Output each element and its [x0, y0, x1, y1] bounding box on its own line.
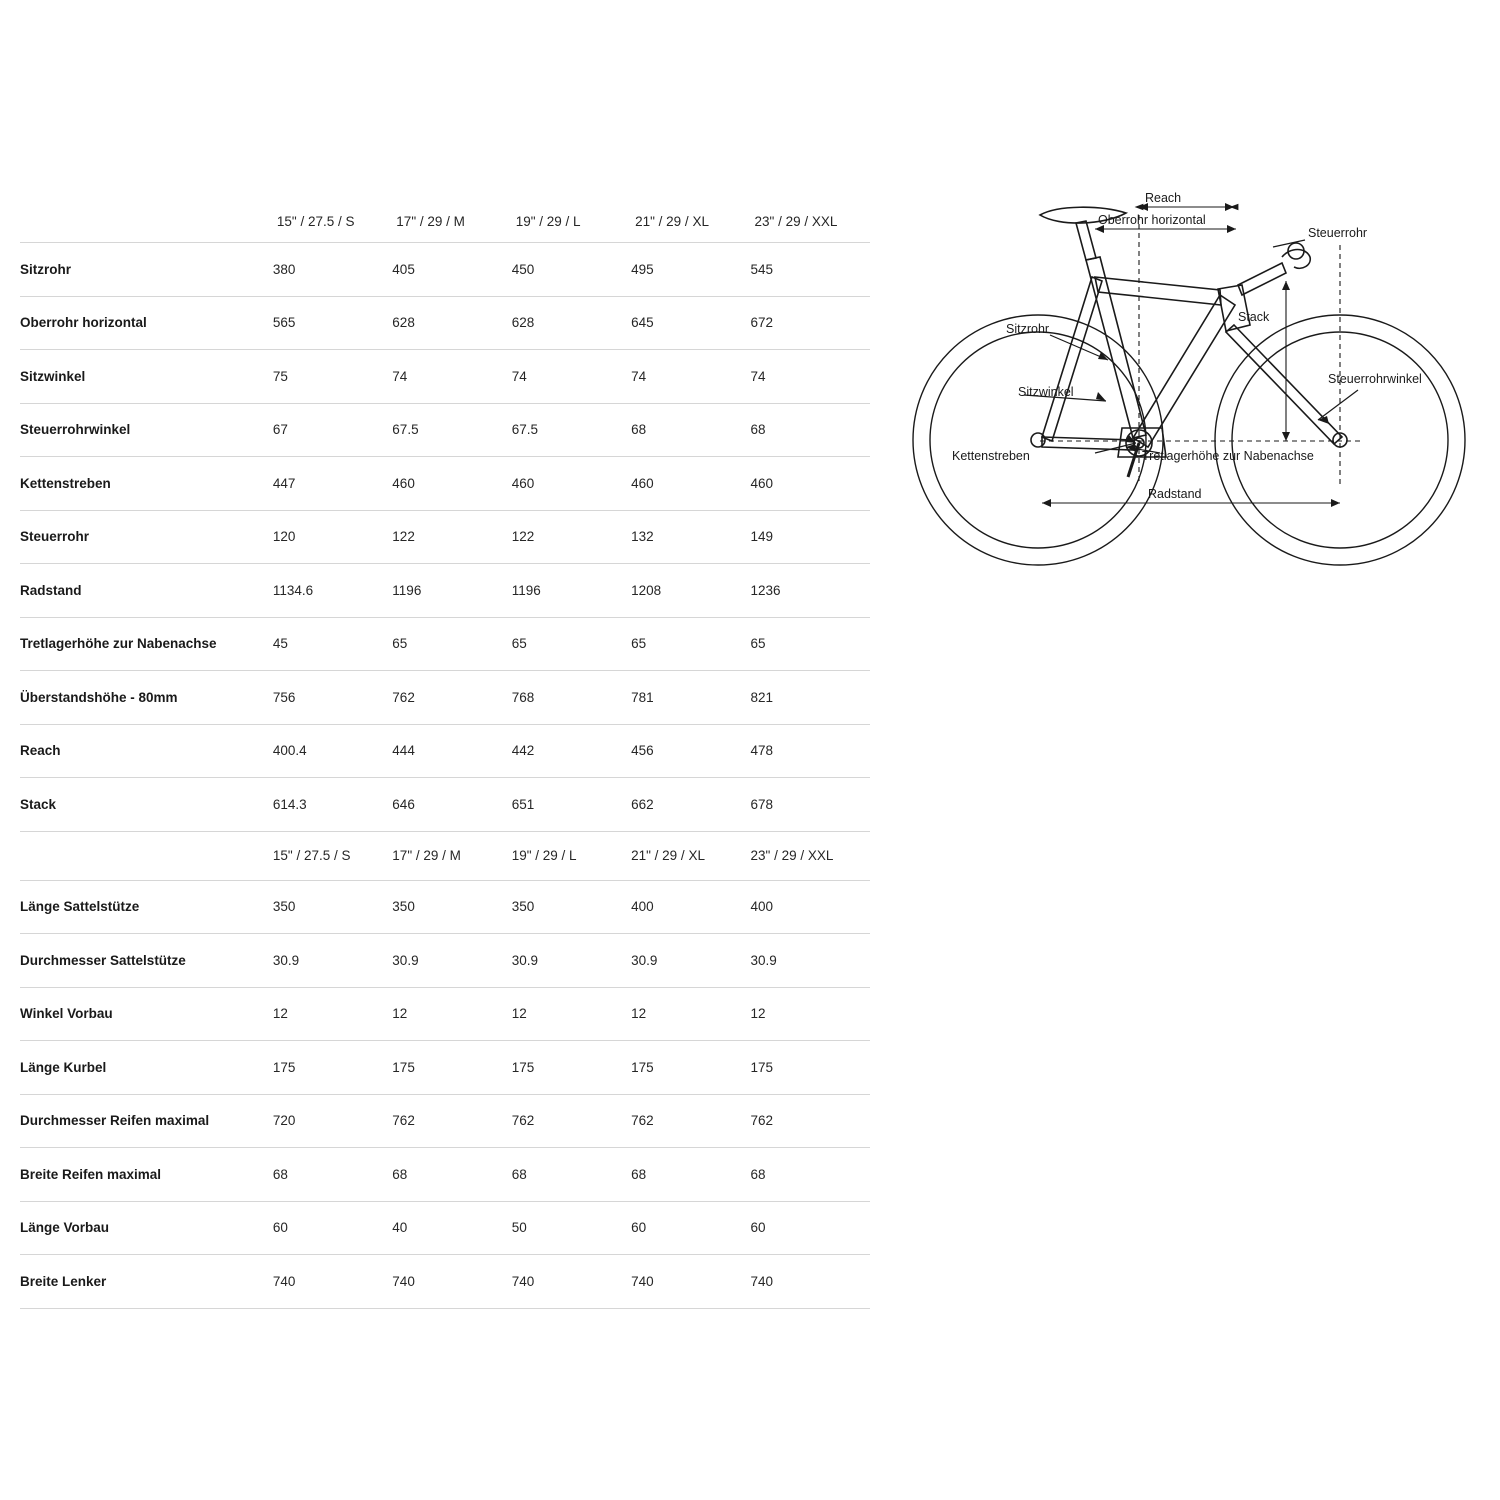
row-label: Winkel Vorbau: [20, 987, 273, 1041]
row-value: 628: [392, 296, 511, 350]
row-value: 400: [631, 880, 750, 934]
row-value: 12: [512, 987, 631, 1041]
row-value: 651: [512, 778, 631, 832]
row-value: 1236: [751, 564, 870, 618]
row-value: 614.3: [273, 778, 392, 832]
row-value: 450: [512, 243, 631, 297]
row-label: Überstandshöhe - 80mm: [20, 671, 273, 725]
row-value: 30.9: [392, 934, 511, 988]
label-reach: Reach: [1145, 191, 1182, 205]
table-row: [20, 617, 870, 671]
row-value: 175: [392, 1041, 511, 1095]
row-value: 678: [751, 778, 870, 832]
front-tire: [1215, 315, 1465, 565]
table-row: [20, 880, 870, 934]
row-label: Durchmesser Reifen maximal: [20, 1094, 273, 1148]
row-value: 1134.6: [273, 564, 392, 618]
header-size-3: 19" / 29 / L: [515, 213, 581, 229]
row-value: 478: [751, 724, 870, 778]
diagram-labels: [952, 191, 1422, 501]
row-label: Länge Sattelstütze: [20, 880, 273, 934]
row-value: 68: [631, 403, 750, 457]
row-value: 350: [512, 880, 631, 934]
table-row: [20, 724, 870, 778]
row-value: 12: [631, 987, 750, 1041]
label-radstand: Radstand: [1148, 487, 1202, 501]
row-value: 68: [273, 1148, 392, 1202]
header-size-3-b: 19" / 29 / L: [512, 831, 631, 880]
header-size-1-b: 15" / 27.5 / S: [273, 831, 392, 880]
label-steuerrohr: Steuerrohr: [1308, 226, 1368, 240]
leader-lines: [1024, 240, 1358, 453]
table-row: [20, 671, 870, 725]
row-label: Radstand: [20, 564, 273, 618]
row-value: 120: [273, 510, 392, 564]
table-row: [20, 1201, 870, 1255]
row-value: 380: [273, 243, 392, 297]
table-row: [20, 1255, 870, 1309]
geometry-table-container: [20, 200, 870, 1309]
row-value: 400: [751, 880, 870, 934]
row-value: 628: [512, 296, 631, 350]
header-size-1: 15" / 27.5 / S: [276, 213, 355, 229]
row-value: 740: [273, 1255, 392, 1309]
row-value: 12: [273, 987, 392, 1041]
row-value: 67: [273, 403, 392, 457]
row-value: 645: [631, 296, 750, 350]
row-value: 65: [512, 617, 631, 671]
row-value: 762: [751, 1094, 870, 1148]
row-value: 1196: [512, 564, 631, 618]
row-value: 122: [512, 510, 631, 564]
row-value: 122: [392, 510, 511, 564]
row-value: 762: [631, 1094, 750, 1148]
row-value: 175: [512, 1041, 631, 1095]
row-value: 74: [512, 350, 631, 404]
row-value: 30.9: [751, 934, 870, 988]
label-sitzwinkel: Sitzwinkel: [1018, 385, 1074, 399]
row-value: 821: [751, 671, 870, 725]
row-value: 65: [751, 617, 870, 671]
row-value: 495: [631, 243, 750, 297]
row-value: 350: [392, 880, 511, 934]
row-value: 65: [392, 617, 511, 671]
row-value: 768: [512, 671, 631, 725]
row-value: 68: [751, 403, 870, 457]
geometry-table: [20, 200, 870, 1309]
row-label: Kettenstreben: [20, 457, 273, 511]
row-value: 12: [751, 987, 870, 1041]
row-value: 67.5: [512, 403, 631, 457]
row-value: 68: [631, 1148, 750, 1202]
row-value: 30.9: [512, 934, 631, 988]
row-value: 740: [751, 1255, 870, 1309]
row-value: 405: [392, 243, 511, 297]
row-value: 565: [273, 296, 392, 350]
row-value: 460: [751, 457, 870, 511]
table-row: [20, 243, 870, 297]
row-value: 75: [273, 350, 392, 404]
row-value: 1208: [631, 564, 750, 618]
label-oberrohr-horizontal: Oberrohr horizontal: [1098, 213, 1206, 227]
row-label: Steuerrohr: [20, 510, 273, 564]
row-value: 442: [512, 724, 631, 778]
table-row: [20, 1041, 870, 1095]
frame-outline: [1031, 207, 1347, 477]
row-value: 68: [512, 1148, 631, 1202]
row-value: 67.5: [392, 403, 511, 457]
row-label: Sitzrohr: [20, 243, 273, 297]
row-value: 740: [392, 1255, 511, 1309]
row-value: 646: [392, 778, 511, 832]
row-value: 175: [751, 1041, 870, 1095]
row-value: 762: [392, 1094, 511, 1148]
row-value: 740: [512, 1255, 631, 1309]
row-value: 30.9: [631, 934, 750, 988]
row-value: 444: [392, 724, 511, 778]
bike-geometry-diagram: [890, 185, 1480, 585]
row-value: 447: [273, 457, 392, 511]
row-label: Länge Vorbau: [20, 1201, 273, 1255]
table-row: [20, 403, 870, 457]
table-row: [20, 510, 870, 564]
row-value: 1196: [392, 564, 511, 618]
row-value: 350: [273, 880, 392, 934]
row-value: 45: [273, 617, 392, 671]
row-value: 74: [392, 350, 511, 404]
table-row: [20, 1094, 870, 1148]
label-sitzrohr: Sitzrohr: [1006, 322, 1050, 336]
row-value: 545: [751, 243, 870, 297]
table-row: [20, 987, 870, 1041]
table-row: [20, 778, 870, 832]
table-row: [20, 564, 870, 618]
row-label: Reach: [20, 724, 273, 778]
row-value: 720: [273, 1094, 392, 1148]
table-header-row-geometry: [20, 200, 870, 243]
row-label: Sitzwinkel: [20, 350, 273, 404]
label-steuerrohrwinkel: Steuerrohrwinkel: [1328, 372, 1422, 386]
row-value: 175: [631, 1041, 750, 1095]
row-label: Oberrohr horizontal: [20, 296, 273, 350]
table-row: [20, 457, 870, 511]
row-value: 460: [631, 457, 750, 511]
row-value: 40: [392, 1201, 511, 1255]
header-size-5-b: 23" / 29 / XXL: [751, 831, 870, 880]
table-header-row-components: [20, 831, 870, 880]
label-kettenstreben: Kettenstreben: [952, 449, 1030, 463]
header-size-4-b: 21" / 29 / XL: [631, 831, 750, 880]
row-value: 74: [751, 350, 870, 404]
row-value: 149: [751, 510, 870, 564]
header-empty-cell: [20, 200, 273, 243]
row-value: 68: [751, 1148, 870, 1202]
table-row: [20, 296, 870, 350]
row-value: 12: [392, 987, 511, 1041]
label-stack: Stack: [1238, 310, 1270, 324]
row-label: Breite Reifen maximal: [20, 1148, 273, 1202]
row-value: 460: [392, 457, 511, 511]
row-value: 781: [631, 671, 750, 725]
row-value: 50: [512, 1201, 631, 1255]
row-value: 30.9: [273, 934, 392, 988]
row-value: 175: [273, 1041, 392, 1095]
row-value: 460: [512, 457, 631, 511]
row-value: 662: [631, 778, 750, 832]
row-value: 60: [631, 1201, 750, 1255]
row-label: Länge Kurbel: [20, 1041, 273, 1095]
row-value: 68: [392, 1148, 511, 1202]
row-value: 756: [273, 671, 392, 725]
row-value: 456: [631, 724, 750, 778]
row-label: Steuerrohrwinkel: [20, 403, 273, 457]
table-row: [20, 350, 870, 404]
row-value: 132: [631, 510, 750, 564]
row-value: 60: [751, 1201, 870, 1255]
row-label: Breite Lenker: [20, 1255, 273, 1309]
row-value: 762: [392, 671, 511, 725]
header-size-5: 23" / 29 / XXL: [754, 213, 838, 229]
header-size-2: 17" / 29 / M: [396, 213, 465, 229]
row-value: 740: [631, 1255, 750, 1309]
row-value: 762: [512, 1094, 631, 1148]
row-label: Tretlagerhöhe zur Nabenachse: [20, 617, 273, 671]
row-label: Stack: [20, 778, 273, 832]
row-value: 672: [751, 296, 870, 350]
row-value: 60: [273, 1201, 392, 1255]
table-row: [20, 1148, 870, 1202]
header-empty-cell-2: [20, 831, 273, 880]
label-tretlagerhoehe: Tretlagerhöhe zur Nabenachse: [1142, 449, 1314, 463]
table-row: [20, 934, 870, 988]
header-size-2-b: 17" / 29 / M: [392, 831, 511, 880]
row-value: 65: [631, 617, 750, 671]
row-label: Durchmesser Sattelstütze: [20, 934, 273, 988]
row-value: 74: [631, 350, 750, 404]
row-value: 400.4: [273, 724, 392, 778]
header-size-4: 21" / 29 / XL: [635, 213, 709, 229]
